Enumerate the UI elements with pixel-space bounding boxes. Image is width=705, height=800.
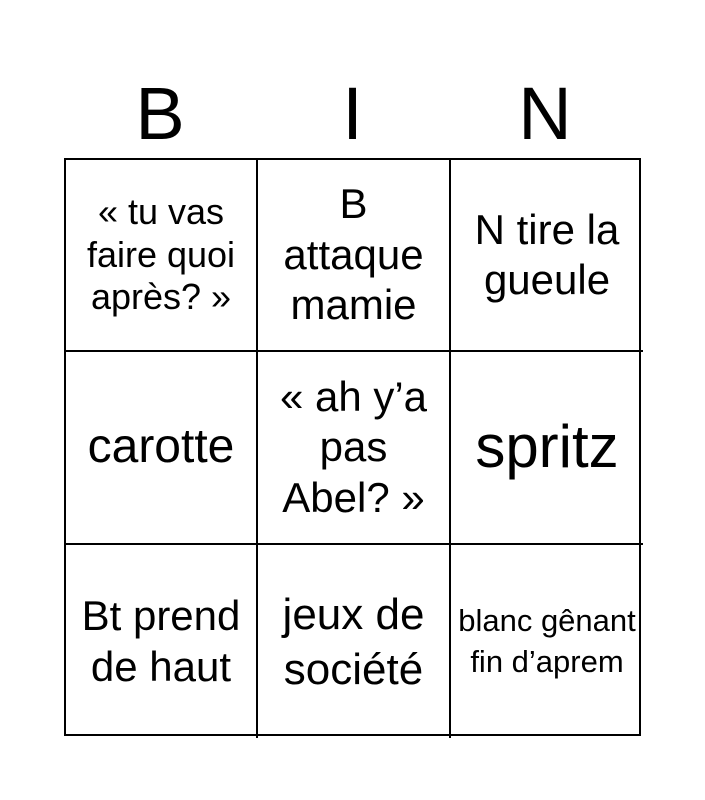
bingo-cell-r1c1[interactable] [66, 160, 258, 352]
header-letter-i: I [342, 72, 363, 155]
bingo-cell-r3c3[interactable] [451, 545, 643, 738]
bingo-cell-r1c3[interactable] [451, 160, 643, 352]
header-letter-b: B [135, 72, 185, 155]
bingo-cell-r2c3[interactable] [451, 352, 643, 545]
bingo-cell-text: Bt prend de haut [81, 592, 241, 690]
bingo-header [64, 70, 641, 158]
bingo-cell-text: spritz [475, 413, 619, 481]
bingo-cell-r2c2[interactable] [258, 352, 451, 545]
bingo-board [64, 158, 641, 736]
bingo-cell-text: blanc gênant fin d’aprem [458, 603, 636, 679]
bingo-cell-r2c1[interactable] [66, 352, 258, 545]
bingo-cell-text: B attaque mamie [283, 180, 424, 329]
bingo-cell-r3c2[interactable] [258, 545, 451, 738]
bingo-cell-r1c2[interactable] [258, 160, 451, 352]
header-letter-n: N [518, 72, 572, 155]
bingo-cell-text: « ah y’a pas Abel? » [279, 372, 428, 521]
bingo-cell-text: carotte [87, 420, 235, 474]
bingo-cell-text: jeux de société [282, 589, 425, 694]
bingo-cell-text: N tire la gueule [474, 205, 620, 303]
bingo-cell-r3c1[interactable] [66, 545, 258, 738]
bingo-cell-text: « tu vas faire quoi après? » [86, 191, 236, 318]
